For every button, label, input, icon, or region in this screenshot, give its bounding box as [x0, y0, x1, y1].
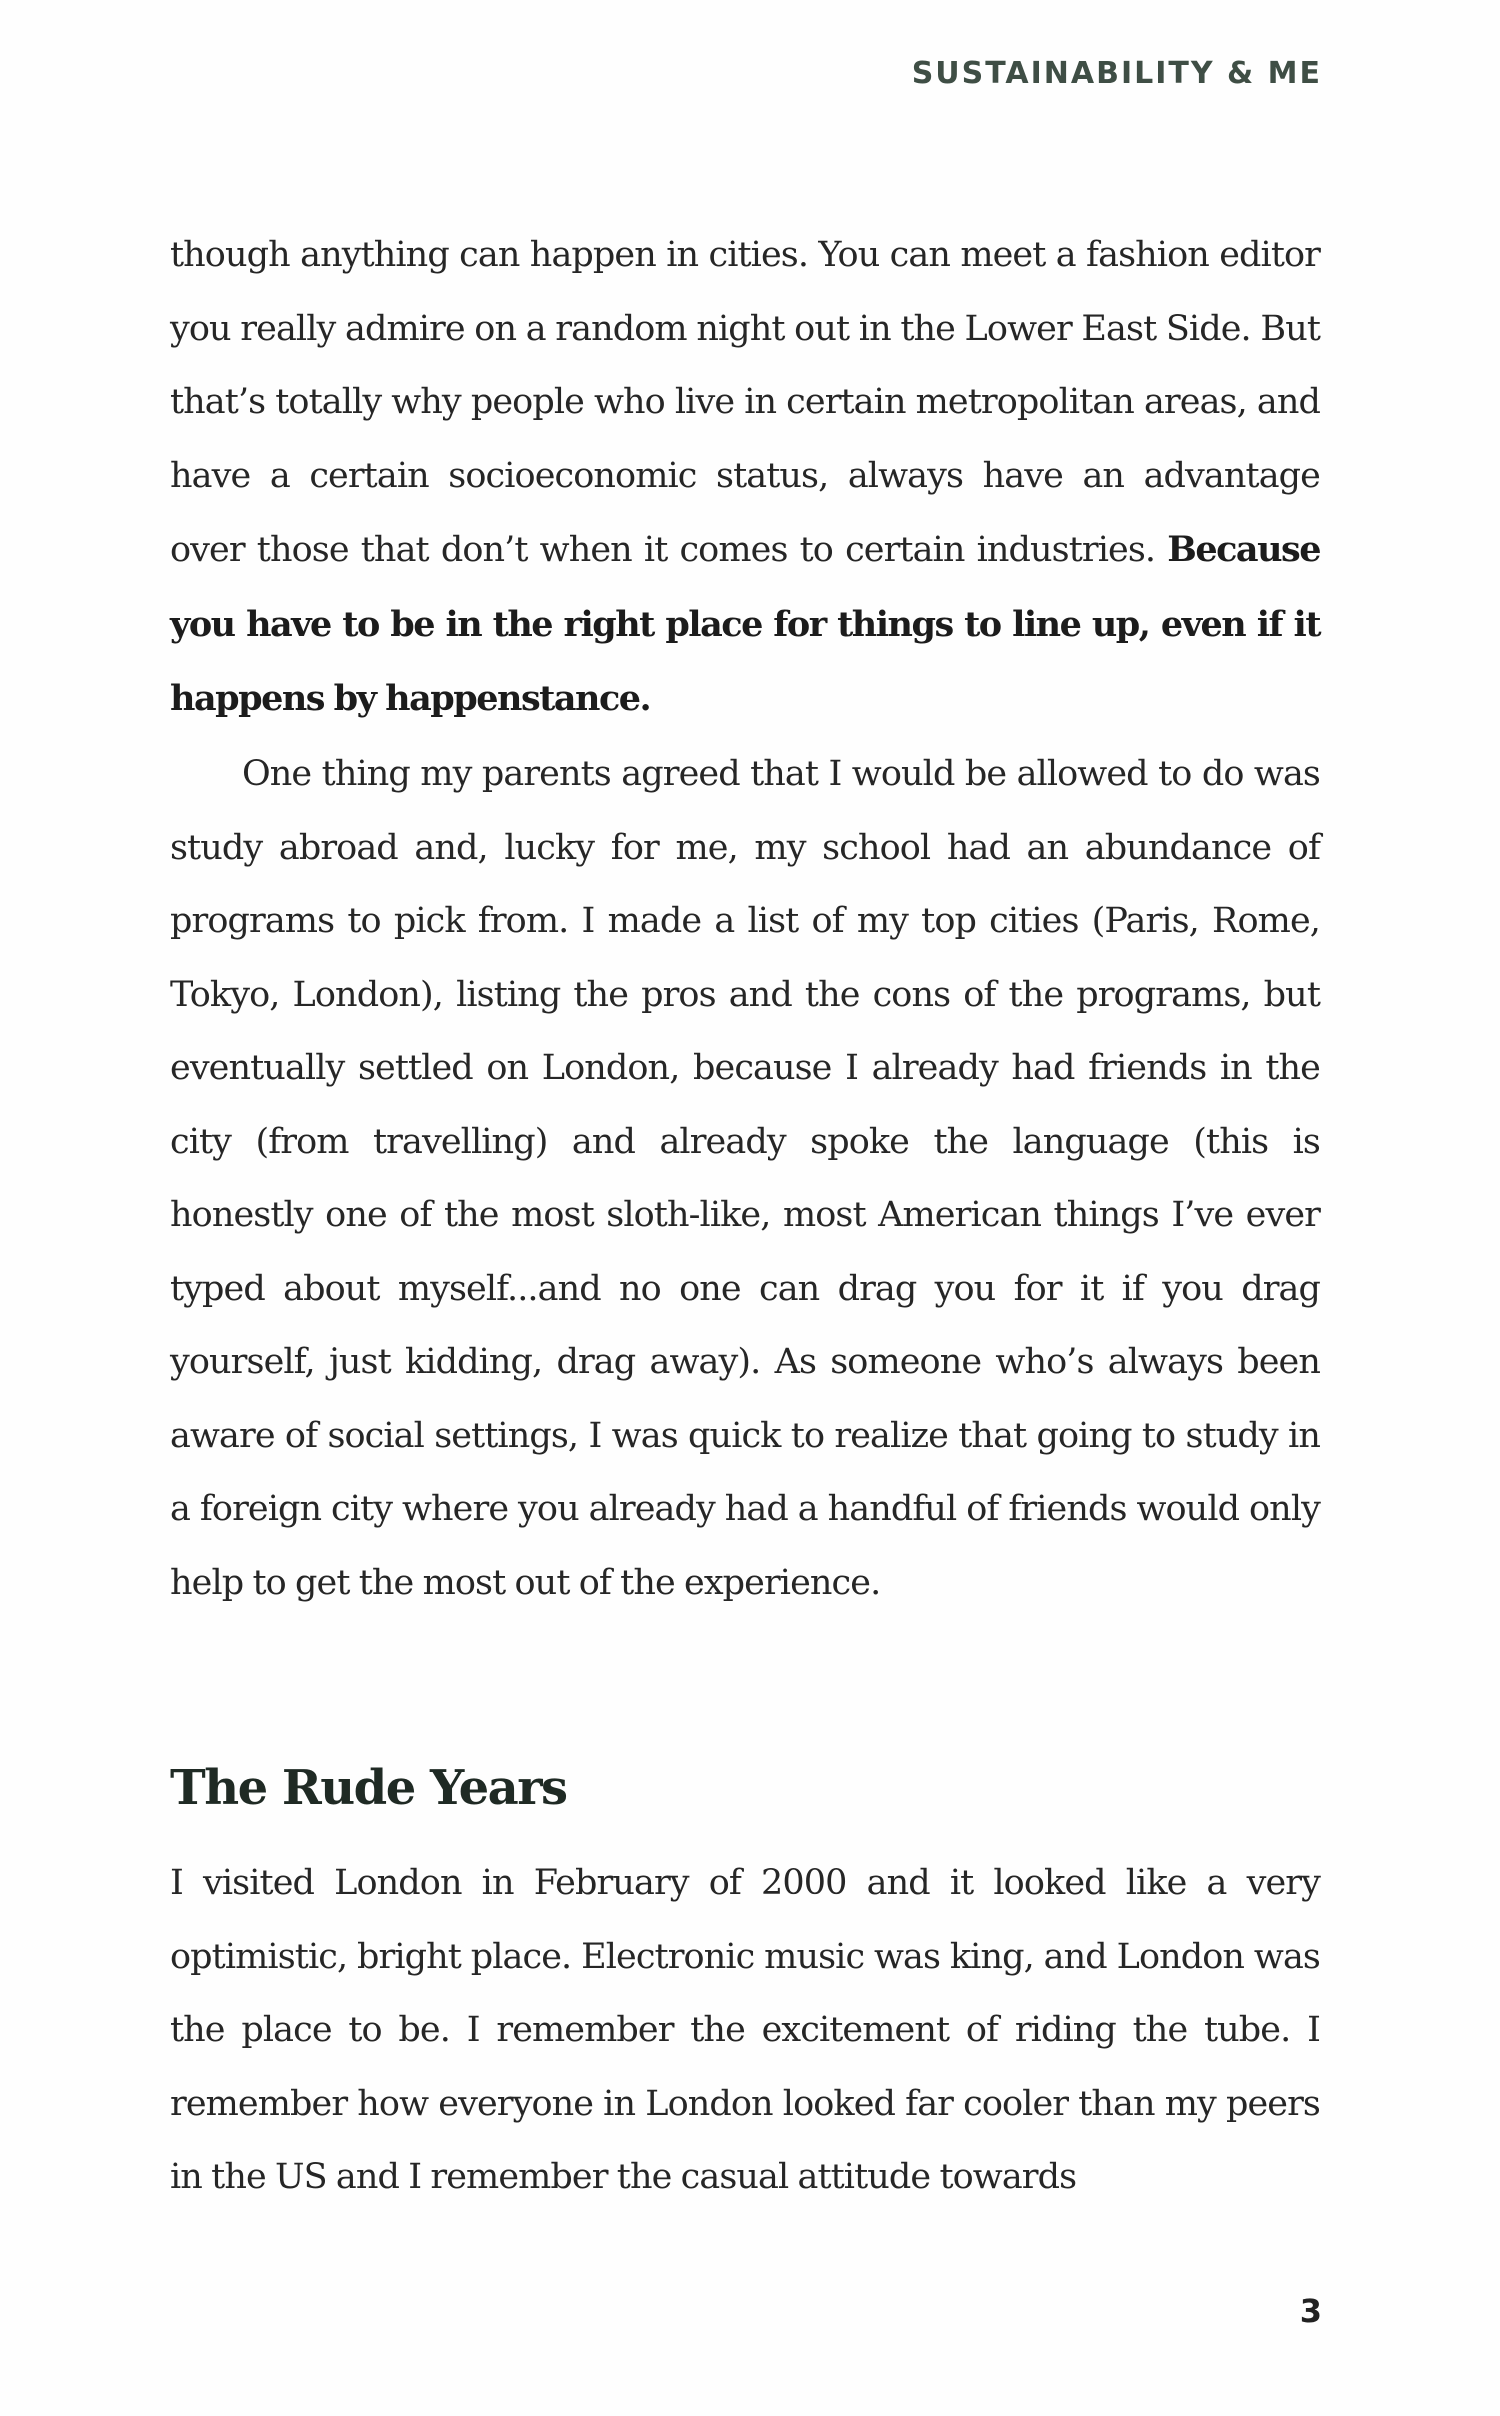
- running-head: SUSTAINABILITY & ME: [911, 56, 1322, 91]
- paragraph-3-text: I visited London in February of 2000 and it looked like a very optimistic, bright place. Electronic music was king, and London was the place to be. I remember the excitement of riding the tube. I remember how everyone in London looked far cooler than my peers in the US and I remember the casual attitude towards: [170, 1863, 1320, 2197]
- paragraph-1-bold-text: Because you have to be in the right place for things to line up, even if it happens by happenstance.: [170, 529, 1320, 719]
- paragraph-2: [170, 738, 1320, 1620]
- paragraph-3: [170, 1847, 1320, 2215]
- page-number: 3: [1299, 2292, 1322, 2330]
- paragraph-1-text: though anything can happen in cities. You can meet a fashion editor you really admire on a random night out in the Lower East Side. But that’s totally why people who live in certain metropolitan areas, and have a certain socioeconomic status, always have an advantage over those that don’t when it comes to certain industries.: [170, 235, 1320, 570]
- paragraph-1-body: [170, 219, 1320, 737]
- paragraph-1: [170, 219, 1320, 737]
- paragraph-2-text: One thing my parents agreed that I would be allowed to do was study abroad and, lucky for me, my school had an abundance of programs to pick from. I made a list of my top cities (Paris, Rome, Tokyo, London), listing the pros and the cons of the programs, but eventually settled on London, because I already had friends in the city (from travelling) and already spoke the language (this is honestly one of the most sloth-like, most American things I’ve ever typed about myself...and no one can drag you for it if you drag yourself, just kidding, drag away). As someone who’s always been aware of social settings, I was quick to realize that going to study in a foreign city where you already had a handful of friends would only help to get the most out of the experience.: [170, 754, 1320, 1603]
- section-heading: The Rude Years: [170, 1760, 567, 1816]
